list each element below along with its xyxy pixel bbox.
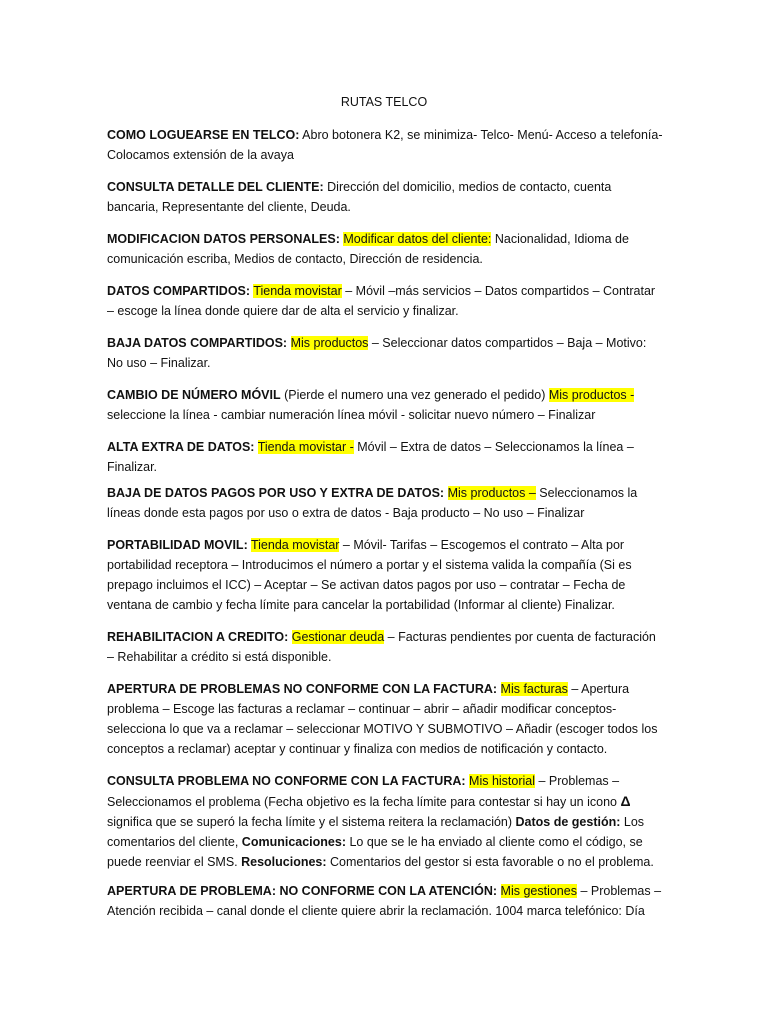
text-run: Los comentarios del cliente, xyxy=(107,815,645,849)
highlighted-route: Tienda movistar xyxy=(253,284,342,298)
bold-heading: BAJA DE DATOS PAGOS POR USO Y EXTRA DE DATOS: xyxy=(107,486,445,500)
paragraph xyxy=(107,771,663,872)
paragraph xyxy=(107,881,663,921)
text-run: – Problemas – Seleccionamos el problema (Fecha objetivo es la fecha límite para contestar si hay un icono xyxy=(107,774,621,809)
bold-heading: DATOS COMPARTIDOS: xyxy=(107,284,251,298)
text-run: significa que se superó la fecha límite y el sistema reitera la reclamación) xyxy=(107,815,516,829)
paragraph xyxy=(107,679,663,759)
text-run: Nacionalidad, Idioma de comunicación escriba, Medios de contacto, Dirección de residencia. xyxy=(107,232,629,266)
text-run: – Seleccionar datos compartidos – Baja – Motivo: No uso – Finalizar. xyxy=(107,336,647,370)
text-run: – Apertura problema – Escoge las facturas a reclamar – continuar – abrir – añadir modificar conceptos- selecciona lo que va a reclamar – seleccionar MOTIVO Y SUBMOTIVO – Añadir (escoger todos los conceptos a reclamar) aceptar y continuar y finaliza con medios de notificación y contacto. xyxy=(107,682,658,756)
document-title: RUTAS TELCO xyxy=(340,95,428,109)
highlighted-route: Mis productos – xyxy=(447,486,536,500)
highlighted-route: Tienda movistar xyxy=(250,538,340,552)
bold-heading: MODIFICACION DATOS PERSONALES: xyxy=(107,232,340,246)
bold-heading: CONSULTA DETALLE DEL CLIENTE: xyxy=(107,180,324,194)
text-run: – Móvil –más servicios – Datos compartidos – Contratar – escoge la línea donde quiere dar de alta el servicio y finalizar. xyxy=(107,284,656,318)
text-run: Comentarios del gestor si esta favorable o no el problema. xyxy=(326,855,654,869)
bold-heading: CAMBIO DE NÚMERO MÓVIL xyxy=(107,388,281,402)
bold-heading: COMO LOGUEARSE EN TELCO: xyxy=(107,128,300,142)
text-run: – Facturas pendientes por cuenta de facturación – Rehabilitar a crédito si está disponible. xyxy=(107,630,656,664)
bold-heading: CONSULTA PROBLEMA NO CONFORME CON LA FACTURA: xyxy=(107,774,466,788)
highlighted-route: Mis facturas xyxy=(500,682,568,696)
paragraph xyxy=(107,385,663,425)
paragraph xyxy=(107,483,663,523)
highlighted-route: Modificar datos del cliente: xyxy=(343,232,492,246)
bold-heading: REHABILITACION A CREDITO: xyxy=(107,630,289,644)
paragraph xyxy=(107,333,663,373)
highlighted-route: Mis gestiones xyxy=(500,884,577,898)
bold-heading: APERTURA DE PROBLEMA: NO CONFORME CON LA ATENCIÓN: xyxy=(107,884,498,898)
highlighted-route: Gestionar deuda xyxy=(291,630,385,644)
highlighted-route: Mis productos xyxy=(290,336,369,350)
text-run xyxy=(497,682,500,696)
paragraph xyxy=(107,177,663,217)
paragraph xyxy=(107,125,663,165)
bold-heading: APERTURA DE PROBLEMAS NO CONFORME CON LA FACTURA: xyxy=(107,682,498,696)
highlighted-route: Mis productos - xyxy=(548,388,635,402)
paragraph xyxy=(107,437,663,477)
text-run: – Problemas – Atención recibida – canal donde el cliente quiere abrir la reclamación. 1004 marca telefónico: Día xyxy=(107,884,662,918)
bold-heading: BAJA DATOS COMPARTIDOS: xyxy=(107,336,288,350)
paragraph xyxy=(107,229,663,269)
text-run: – Móvil- Tarifas – Escogemos el contrato – Alta por portabilidad receptora – Introducimos el número a portar y el sistema valida la compañía (Si es prepago incluimos el ICC) – Aceptar – Se activan datos pagos por uso – contratar – Fecha de ventana de cambio y fecha límite para cancelar la portabilidad (Informar al cliente) Finalizar. xyxy=(107,538,632,612)
bold-heading: Datos de gestión: xyxy=(515,815,621,829)
text-run: Lo que se le ha enviado al cliente como el código, se puede reenviar el SMS. xyxy=(107,835,643,869)
bold-heading: ALTA EXTRA DE DATOS: xyxy=(107,440,255,454)
text-run xyxy=(497,884,500,898)
bold-heading: Resoluciones: xyxy=(241,855,327,869)
text-run: Seleccionamos la líneas donde esta pagos por uso o extra de datos - Baja producto – No uso – Finalizar xyxy=(107,486,638,520)
bold-heading: PORTABILIDAD MOVIL: xyxy=(107,538,248,552)
text-run: Móvil – Extra de datos – Seleccionamos la línea – Finalizar. xyxy=(107,440,634,474)
paragraph xyxy=(107,627,663,667)
delta-icon: Δ xyxy=(620,793,631,809)
text-run: (Pierde el numero una vez generado el pedido) xyxy=(280,388,549,402)
paragraph xyxy=(107,535,663,615)
text-run: seleccione la línea - cambiar numeración línea móvil - solicitar nuevo número – Finalizar xyxy=(107,408,596,422)
paragraph xyxy=(107,281,663,321)
highlighted-route: Tienda movistar - xyxy=(257,440,354,454)
bold-heading: Comunicaciones: xyxy=(241,835,346,849)
text-run: Abro botonera K2, se minimiza- Telco- Menú- Acceso a telefonía-Colocamos extensión de la avaya xyxy=(107,128,663,162)
highlighted-route: Mis historial xyxy=(469,774,536,788)
text-run: Dirección del domicilio, medios de contacto, cuenta bancaria, Representante del cliente, Deuda. xyxy=(107,180,612,214)
